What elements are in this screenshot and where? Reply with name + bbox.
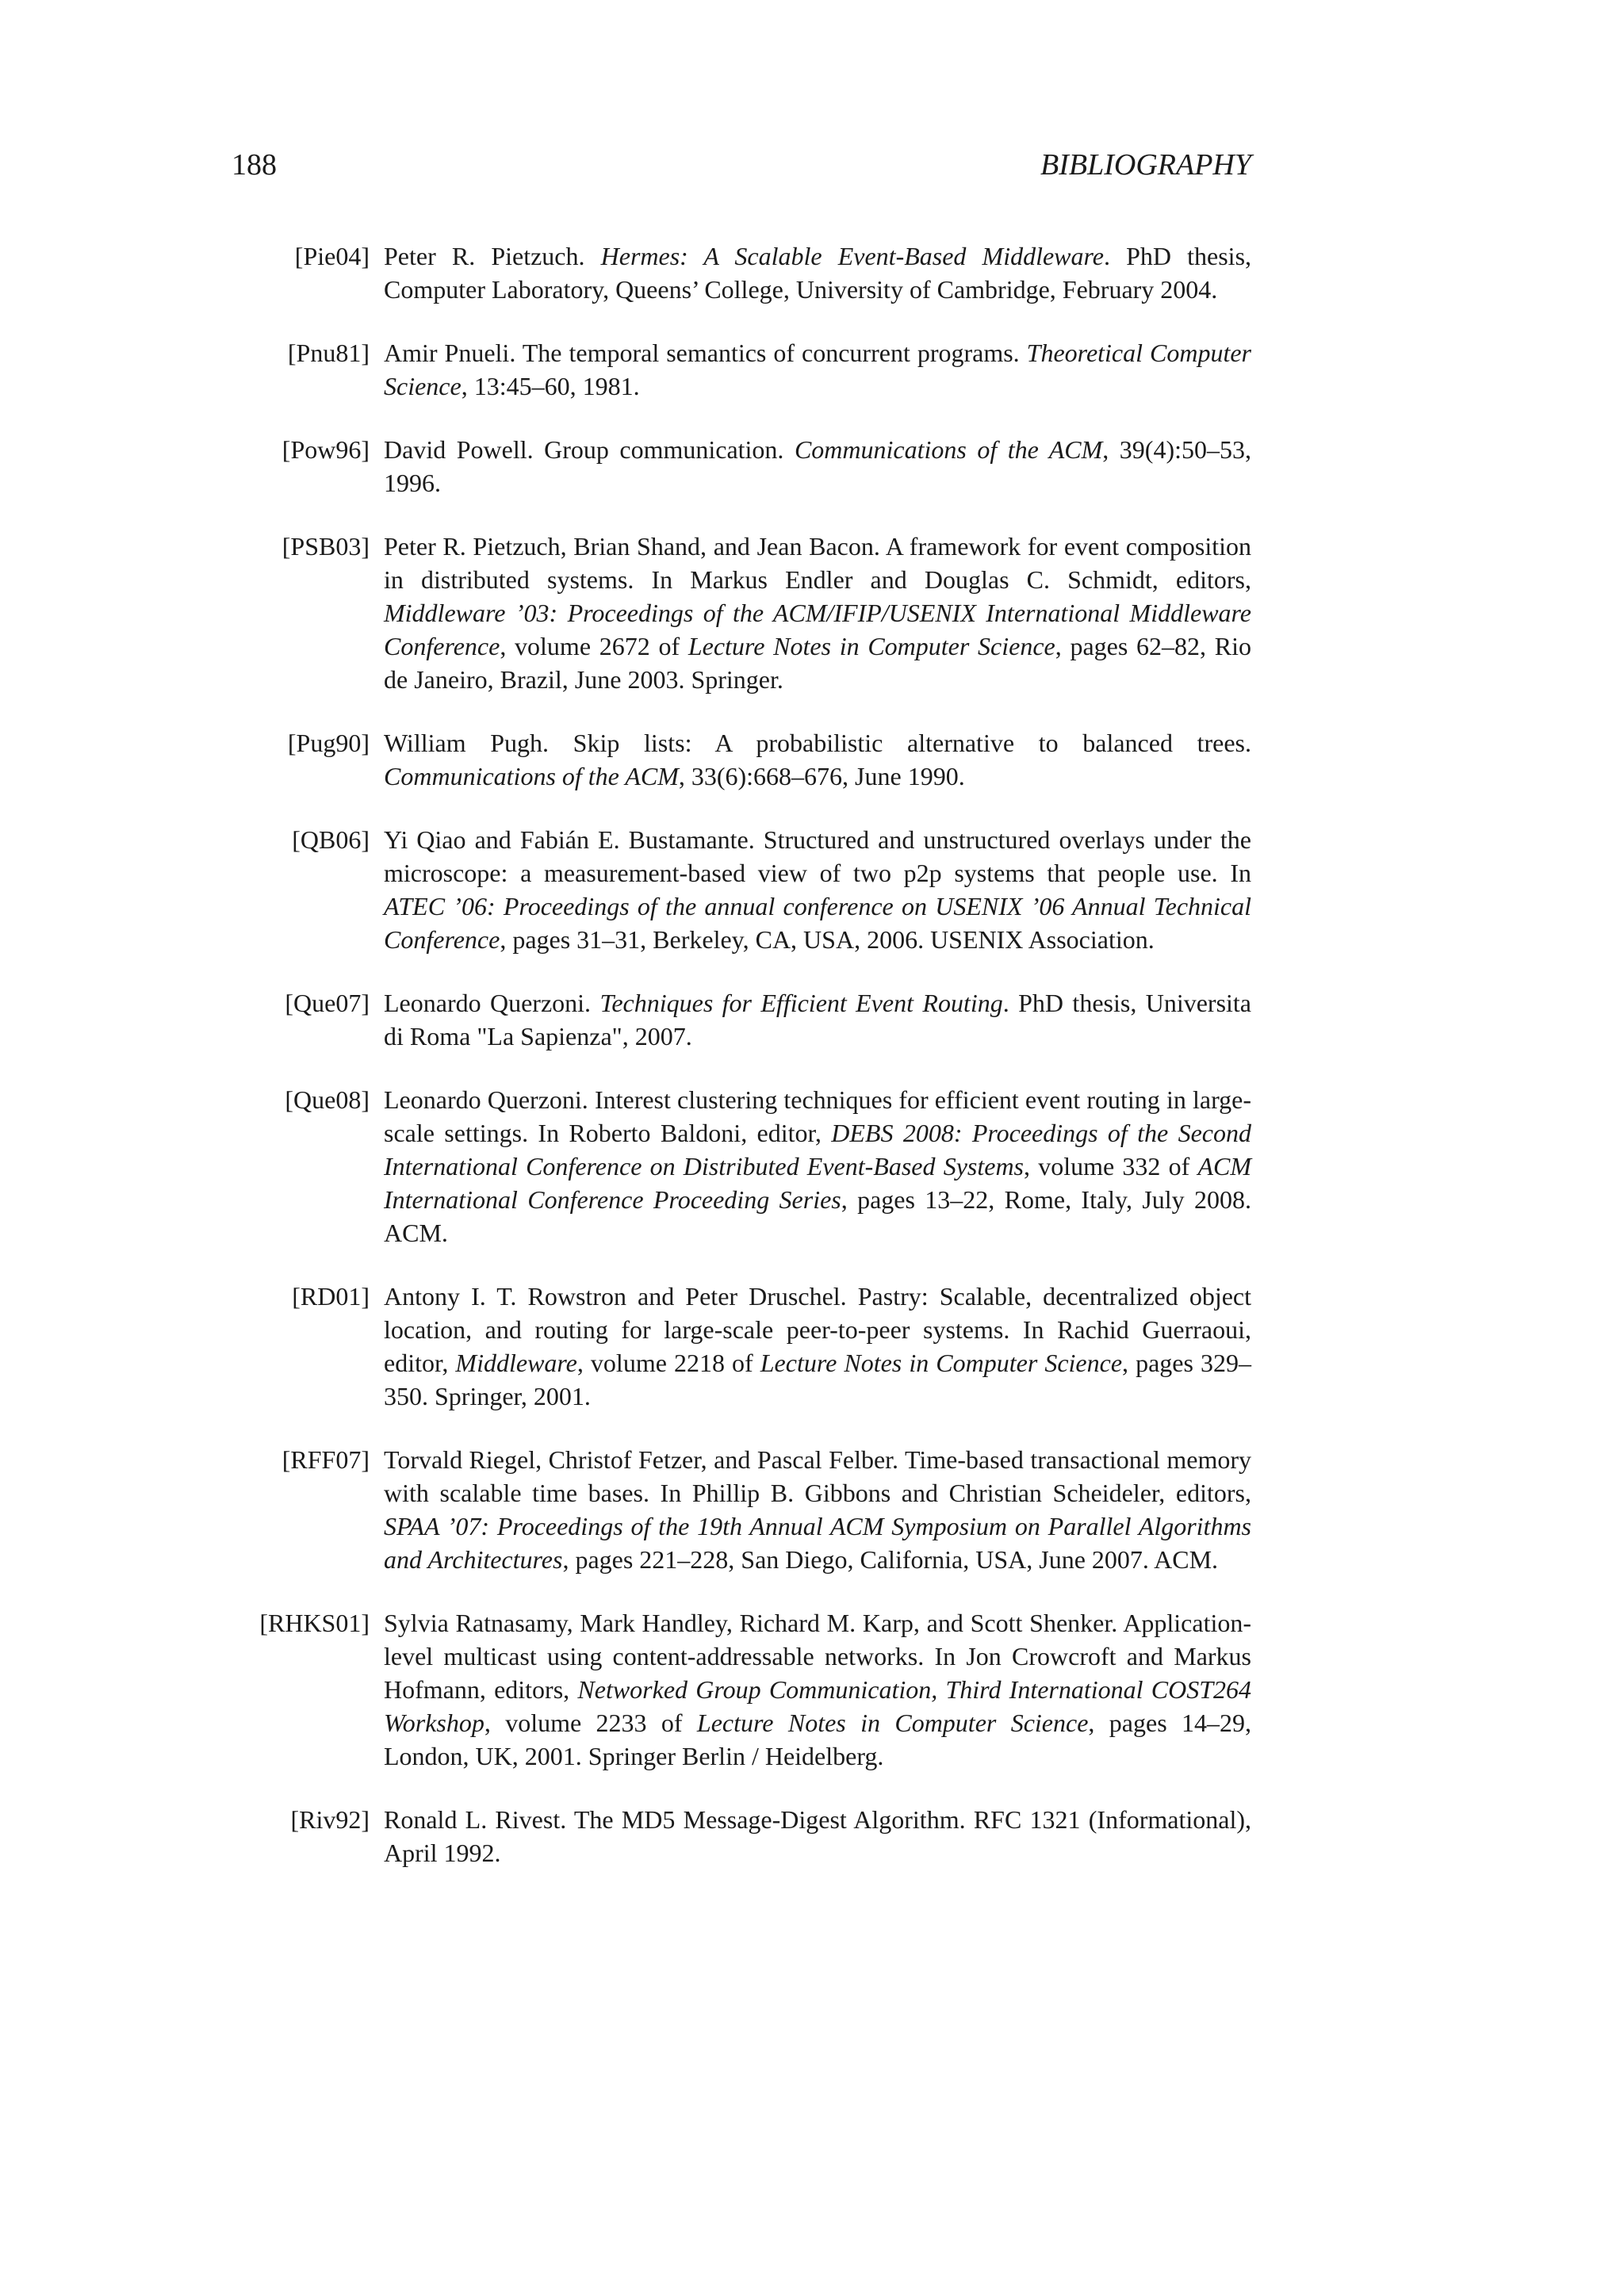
reference-segment: Leonardo Querzoni. Interest clustering techniques for efficient event routing in large-scale settings. In Roberto Baldoni, editor, <box>384 1085 1251 1147</box>
italic-title: ACM International Conference Proceeding Series <box>384 1152 1251 1214</box>
reference-segment: , volume 2233 of <box>484 1709 697 1737</box>
italic-title: Networked Group Communication, Third International COST264 Workshop <box>384 1675 1252 1737</box>
reference-segment: Sylvia Ratnasamy, Mark Handley, Richard M. Karp, and Scott Shenker. Application-level multicast using content-addressable networks. In Jon Crowcroft and Markus Hofmann, editors, <box>384 1609 1251 1704</box>
italic-title: DEBS 2008: Proceedings of the Second International Conference on Distributed Event-Based Systems <box>384 1119 1252 1181</box>
italic-title: Lecture Notes in Computer Science <box>696 1709 1089 1737</box>
reference-segment: , 13:45–60, 1981. <box>461 372 640 400</box>
reference-text <box>384 1443 1251 1576</box>
reference-text <box>384 726 1251 793</box>
italic-title: Middleware <box>455 1349 577 1377</box>
italic-title: SPAA ’07: Proceedings of the 19th Annual ACM Symposium on Parallel Algorithms and Architectures <box>384 1512 1251 1574</box>
citation-key: [RHKS01] <box>259 1609 370 1637</box>
reference-segment: , pages 221–228, San Diego, California, USA, June 2007. ACM. <box>562 1545 1219 1574</box>
reference-text <box>384 239 1251 306</box>
reference-text <box>384 823 1251 956</box>
bibliography-entry <box>232 1443 1251 1576</box>
reference-segment: , volume 332 of <box>1024 1152 1198 1181</box>
reference-segment: William Pugh. Skip lists: A probabilistic alternative to balanced trees. <box>384 729 1251 757</box>
citation-key: [Pnu81] <box>287 339 370 367</box>
reference-segment: Ronald L. Rivest. The MD5 Message-Digest Algorithm. RFC 1321 (Informational), April 1992. <box>384 1805 1251 1867</box>
italic-title: Hermes: A Scalable Event-Based Middleware <box>600 242 1104 270</box>
reference-segment: . PhD thesis, Computer Laboratory, Queens’ College, University of Cambridge, February 2004. <box>384 242 1252 304</box>
reference-segment: , pages 14–29, London, UK, 2001. Springer Berlin / Heidelberg. <box>384 1709 1252 1770</box>
citation-key: [RD01] <box>292 1282 370 1311</box>
citation-key: [PSB03] <box>282 532 370 561</box>
reference-segment: , pages 329–350. Springer, 2001. <box>384 1349 1252 1410</box>
bibliography-entry <box>232 336 1251 403</box>
citation-key: [Pie04] <box>294 242 370 270</box>
reference-segment: , 39(4):50–53, 1996. <box>384 435 1252 497</box>
reference-text <box>384 336 1251 403</box>
citation-key: [Pow96] <box>282 435 370 464</box>
citation-key: [Que08] <box>285 1085 370 1114</box>
bibliography-entry <box>232 1280 1251 1413</box>
bibliography-entry <box>232 530 1251 696</box>
reference-segment: Peter R. Pietzuch. <box>384 242 601 270</box>
bibliography-entry <box>232 1606 1251 1773</box>
page-number: 188 <box>232 148 277 182</box>
reference-segment: Yi Qiao and Fabián E. Bustamante. Structured and unstructured overlays under the microscope: a measurement-based view of two p2p systems that people use. In <box>384 825 1251 887</box>
reference-segment: Torvald Riegel, Christof Fetzer, and Pascal Felber. Time-based transactional memory with scalable time bases. In Phillip B. Gibbons and Christian Scheideler, editors, <box>384 1445 1251 1507</box>
citation-key: [RFF07] <box>282 1445 370 1474</box>
italic-title: Techniques for Efficient Event Routing <box>599 989 1003 1017</box>
bibliography-entry <box>232 433 1251 499</box>
italic-title: Theoretical Computer Science <box>384 339 1252 400</box>
reference-text <box>384 1083 1251 1249</box>
reference-text <box>384 1803 1251 1869</box>
reference-segment: Peter R. Pietzuch, Brian Shand, and Jean Bacon. A framework for event composition in distributed systems. In Markus Endler and Douglas C. Schmidt, editors, <box>384 532 1251 594</box>
reference-segment: , pages 31–31, Berkeley, CA, USA, 2006. USENIX Association. <box>500 925 1155 954</box>
reference-text <box>384 986 1251 1053</box>
bibliography-entry <box>232 823 1251 956</box>
citation-key: [Riv92] <box>290 1805 370 1834</box>
bibliography-list <box>232 239 1251 1900</box>
italic-title: ATEC ’06: Proceedings of the annual conference on USENIX ’06 Annual Technical Conference <box>384 892 1251 954</box>
italic-title: Lecture Notes in Computer Science <box>688 632 1055 660</box>
bibliography-entry <box>232 1083 1251 1249</box>
bibliography-entry <box>232 239 1251 306</box>
citation-key: [Que07] <box>285 989 370 1017</box>
reference-text <box>384 1606 1251 1773</box>
reference-segment: , 33(6):668–676, June 1990. <box>678 762 965 790</box>
italic-title: Communications of the ACM <box>794 435 1103 464</box>
reference-text <box>384 433 1251 499</box>
reference-segment: Amir Pnueli. The temporal semantics of concurrent programs. <box>384 339 1027 367</box>
reference-segment: , volume 2672 of <box>500 632 688 660</box>
reference-segment: , pages 62–82, Rio de Janeiro, Brazil, June 2003. Springer. <box>384 632 1251 694</box>
citation-key: [Pug90] <box>287 729 370 757</box>
bibliography-entry <box>232 986 1251 1053</box>
reference-segment: , pages 13–22, Rome, Italy, July 2008. ACM. <box>384 1185 1251 1247</box>
reference-text <box>384 530 1251 696</box>
chapter-title: BIBLIOGRAPHY <box>1040 148 1251 182</box>
citation-key: [QB06] <box>292 825 370 854</box>
running-head <box>232 147 1251 189</box>
reference-segment: , volume 2218 of <box>576 1349 760 1377</box>
italic-title: Communications of the ACM <box>384 762 679 790</box>
bibliography-entry <box>232 1803 1251 1869</box>
reference-segment: David Powell. Group communication. <box>384 435 795 464</box>
bibliography-entry <box>232 726 1251 793</box>
reference-text <box>384 1280 1251 1413</box>
italic-title: Lecture Notes in Computer Science <box>760 1349 1123 1377</box>
reference-segment: . PhD thesis, Universita di Roma "La Sapienza", 2007. <box>384 989 1252 1050</box>
reference-segment: Antony I. T. Rowstron and Peter Druschel. Pastry: Scalable, decentralized object location, and routing for large-scale peer-to-peer systems. In Rachid Guerraoui, editor, <box>384 1282 1251 1377</box>
italic-title: Middleware ’03: Proceedings of the ACM/IFIP/USENIX International Middleware Conference <box>384 599 1251 660</box>
reference-segment: Leonardo Querzoni. <box>384 989 600 1017</box>
